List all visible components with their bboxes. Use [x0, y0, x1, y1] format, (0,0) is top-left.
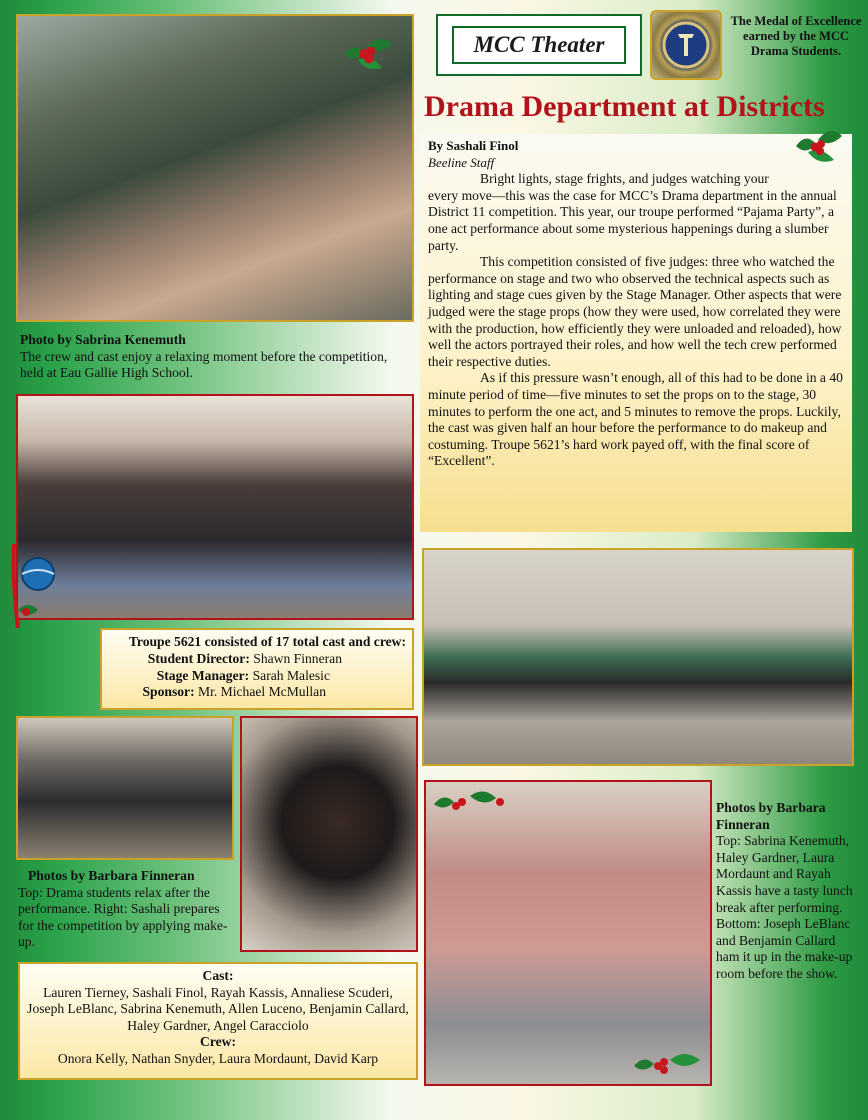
masthead	[436, 14, 642, 76]
troupe-row-label: Student Director:	[147, 650, 250, 666]
medal-emblem-icon	[652, 12, 720, 78]
article-paragraph: As if this pressure wasn’t enough, all of this had to be done in a 40 minute period of time—five minutes to set the props on to the stage, 30 minutes to perform the one act, and 5 minutes to remove the props. Luckily, the cast was given half an hour before the performance to do makeup and costuming. Troupe 5621’s hard work payed off, with the final score of “Excellent”.	[428, 370, 843, 469]
lunch-break-photo	[422, 548, 854, 766]
crew-heading: Crew:	[200, 1034, 236, 1050]
right-caption	[716, 800, 862, 983]
article	[420, 134, 852, 532]
cast-crew-box: Cast: Lauren Tierney, Sashali Finol, Rayah Kassis, Annaliese Scuderi, Joseph LeBlanc, Sabrina Kenemuth, Allen Luceno, Benjamin Callard, Haley Gardner, Angel Caracciolo Crew: Onora Kelly, Nathan Snyder, Laura Mordaunt, David Karp	[18, 962, 418, 1080]
crew-list: Onora Kelly, Nathan Snyder, Laura Mordaunt, David Karp	[57, 1050, 379, 1066]
troupe-heading: Troupe 5621 consisted of 17 total cast and crew:	[128, 634, 406, 649]
troupe-row-value: Sarah Malesic	[252, 667, 330, 683]
article-byline: By Sashali Finol	[428, 138, 519, 153]
photo1-text: The crew and cast enjoy a relaxing moment before the competition, held at Eau Gallie High School.	[20, 348, 388, 381]
holly-icon	[430, 786, 510, 820]
holly-icon	[336, 24, 396, 80]
troupe-row-value: Mr. Michael McMullan	[198, 684, 326, 700]
troupe-row	[108, 684, 406, 701]
makeup-mirror-photo	[240, 716, 418, 952]
troupe-row	[108, 668, 406, 685]
right-text: Top: Sabrina Kenemuth, Haley Gardner, Laura Mordaunt and Rayah Kassis have a tasty lunch break after performing. Bottom: Joseph LeBlanc and Benjamin Callard ham it up in the make-up room before the show.	[716, 833, 853, 981]
hallway-makeup-photo	[424, 780, 712, 1086]
holly-icon	[630, 1046, 706, 1082]
ornament-icon	[4, 540, 64, 632]
bottom-left-credit: Photos by Barbara Finneran	[28, 868, 195, 883]
cast-heading: Cast	[202, 968, 229, 983]
group-photo-outdoor	[16, 14, 414, 322]
bottom-left-caption	[18, 868, 234, 951]
holly-icon	[790, 120, 844, 172]
photo1-credit: Photo by Sabrina Kenemuth	[20, 332, 186, 347]
article-paragraph: Bright lights, stage frights, and judges watching your every move—this was the case for MCC’s Drama department in the annual District 11 competition. This year, our troupe performed “Pajama Party”, a one act performance about some mysterious happenings during a slumber party.	[428, 171, 837, 253]
relax-photo	[16, 716, 234, 860]
troupe-info-box	[100, 628, 414, 710]
troupe-row-label: Stage Manager:	[156, 667, 250, 683]
troupe-row	[108, 651, 406, 668]
medal-image	[650, 10, 722, 80]
article-staff: Beeline Staff	[428, 154, 495, 170]
article-paragraph: This competition consisted of five judges: three who watched the performance on stage and two who observed the technical aspects such as lighting and stage cues given by the Stage Manager. Other aspects that were judged were the stage props (how they were used, how correlated they were with the production, how efficiently they were unloaded and reloaded), how well the actors portrayed their roles, and how well the tech crew performed their respective duties.	[428, 254, 842, 369]
bottom-left-text: Top: Drama students relax after the performance. Right: Sashali prepares for the competition by applying make-up.	[18, 884, 228, 950]
medal-caption: The Medal of Excellence earned by the MCC Drama Students.	[730, 14, 862, 58]
cast-list: Lauren Tierney, Sashali Finol, Rayah Kassis, Annaliese Scuderi, Joseph LeBlanc, Sabrina Kenemuth, Allen Luceno, Benjamin Callard, Haley Gardner, Angel Caracciolo	[27, 984, 409, 1033]
group-photo-hallway	[16, 394, 414, 620]
photo1-caption	[20, 332, 404, 382]
right-credit: Photos by Barbara Finneran	[716, 800, 826, 832]
masthead-title: MCC Theater	[452, 26, 627, 64]
troupe-row-label: Sponsor:	[142, 684, 195, 700]
headline: Drama Department at Districts	[424, 90, 825, 123]
troupe-row-value: Shawn Finneran	[253, 650, 342, 666]
